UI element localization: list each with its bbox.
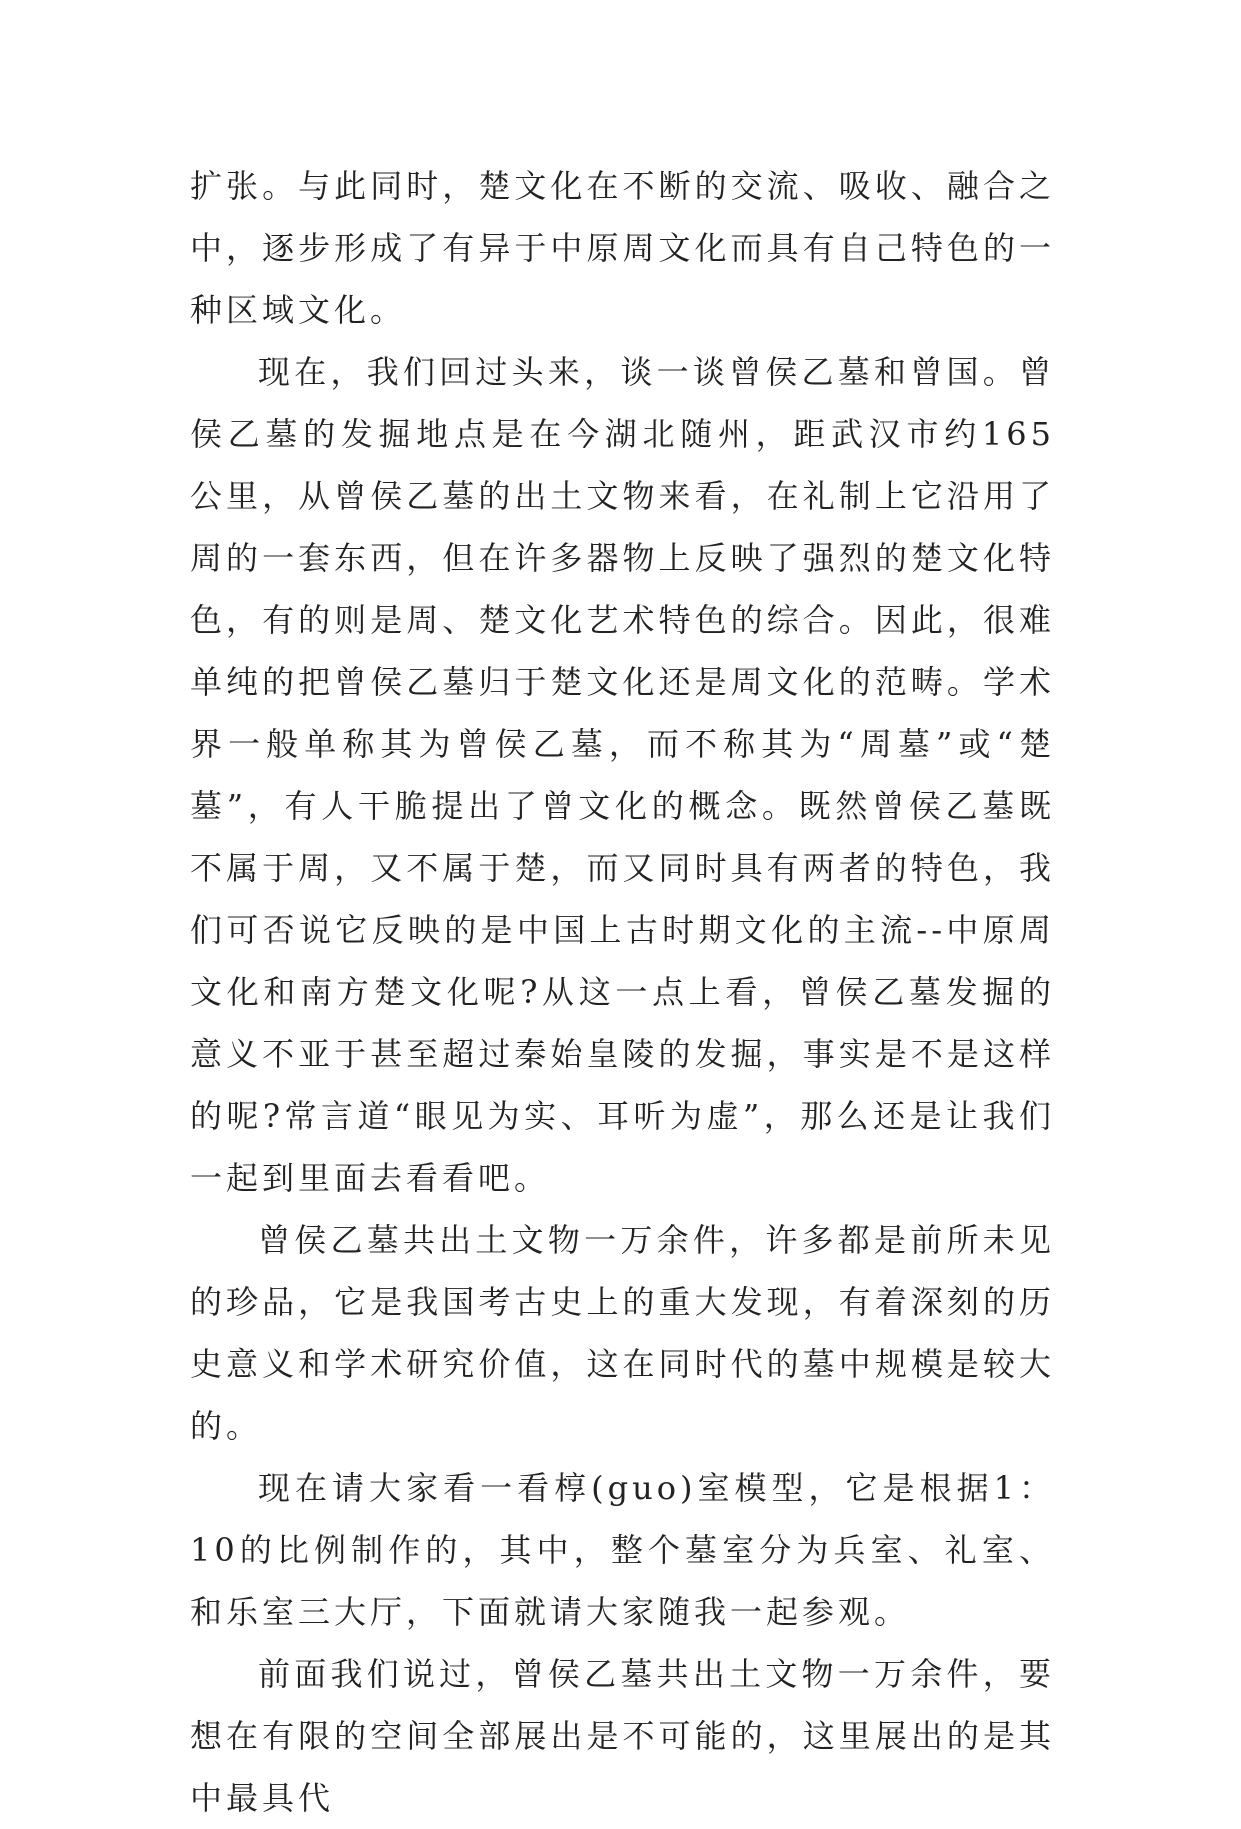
- paragraph-5: 前面我们说过，曾侯乙墓共出土文物一万余件，要想在有限的空间全部展出是不可能的，这里展出的是其中最具代: [190, 1655, 1055, 1817]
- paragraph-2: 现在，我们回过头来，谈一谈曾侯乙墓和曾国。曾侯乙墓的发掘地点是在今湖北随州，距武汉市约165公里，从曾侯乙墓的出土文物来看，在礼制上它沿用了周的一套东西，但在许多器物上反映了强烈的楚文化特色，有的则是周、楚文化艺术特色的综合。因此，很难单纯的把曾侯乙墓归于楚文化还是周文化的范畴。学术界一般单称其为曾侯乙墓，而不称其为“周墓”或“楚墓”，有人干脆提出了曾文化的概念。既然曾侯乙墓既不属于周，又不属于楚，而又同时具有两者的特色，我们可否说它反映的是中国上古时期文化的主流--中原周文化和南方楚文化呢?从这一点上看，曾侯乙墓发掘的意义不亚于甚至超过秦始皇陵的发掘，事实是不是这样的呢?常言道“眼见为实、耳听为虚”，那么还是让我们一起到里面去看看吧。: [190, 353, 1055, 1197]
- document-body: [190, 155, 1055, 1829]
- paragraph-4: 现在请大家看一看椁(guo)室模型，它是根据1：10的比例制作的，其中，整个墓室分为兵室、礼室、和乐室三大厅，下面就请大家随我一起参观。: [190, 1469, 1055, 1631]
- paragraph-3: 曾侯乙墓共出土文物一万余件，许多都是前所未见的珍品，它是我国考古史上的重大发现，有着深刻的历史意义和学术研究价值，这在同时代的墓中规模是较大的。: [190, 1221, 1055, 1445]
- paragraph-1: 扩张。与此同时，楚文化在不断的交流、吸收、融合之中，逐步形成了有异于中原周文化而具有自己特色的一种区域文化。: [190, 167, 1055, 329]
